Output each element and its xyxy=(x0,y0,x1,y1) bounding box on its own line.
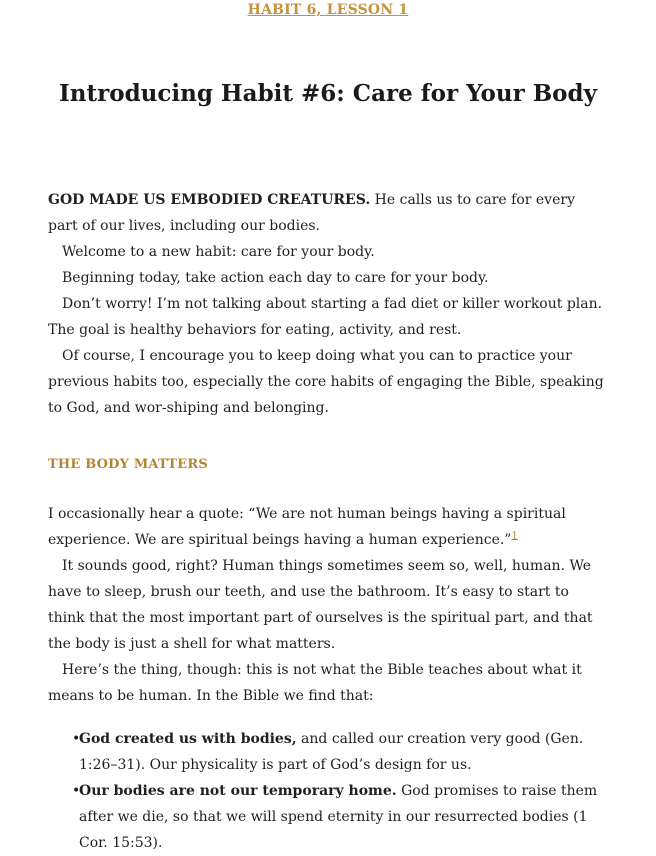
footnote-link[interactable]: 1 xyxy=(511,530,518,542)
body-section xyxy=(48,501,608,709)
bullet-icon: • xyxy=(72,731,81,747)
section-heading: THE BODY MATTERS xyxy=(48,457,208,472)
intro-paragraph xyxy=(48,187,608,239)
paragraph: Here’s the thing, though: this is not what the Bible teaches about what it means to be human. In the Bible we find that: xyxy=(48,662,582,704)
paragraph: Welcome to a new habit: care for your body. xyxy=(62,244,375,260)
bullet-list xyxy=(48,726,608,856)
list-item xyxy=(48,726,608,778)
list-item xyxy=(48,778,608,856)
bullet-bold: God created us with bodies, xyxy=(79,731,297,747)
paragraph: Beginning today, take action each day to care for your body. xyxy=(62,270,489,286)
page-title: Introducing Habit #6: Care for Your Body xyxy=(59,80,597,107)
bullet-text: God promises to raise them after we die, so that we will spend eternity in our resurrected bodies (1 Cor. 15:53). xyxy=(79,783,598,851)
quote-paragraph xyxy=(48,501,608,553)
paragraph: Of course, I encourage you to keep doing what you can to practice your previous habits too, especially the core habits of engaging the Bible, speaking to God, and wor-shiping and belonging. xyxy=(48,348,604,416)
bullet-bold: Our bodies are not our temporary home. xyxy=(79,783,397,799)
quote-text: I occasionally hear a quote: “We are not human beings having a spiritual experience. We are spiritual beings having a human experience.” xyxy=(48,506,566,548)
lead-in: GOD MADE US EMBODIED CREATURES. xyxy=(48,192,371,208)
paragraph: Don’t worry! I’m not talking about starting a fad diet or killer workout plan. The goal is healthy behaviors for eating, activity, and rest. xyxy=(48,296,603,338)
intro-section xyxy=(48,187,608,421)
lesson-kicker: HABIT 6, LESSON 1 xyxy=(247,2,409,18)
paragraph: It sounds good, right? Human things sometimes seem so, well, human. We have to sleep, brush our teeth, and use the bathroom. It’s easy to start to think that the most important part of ourselves is the spiritual part, and that the body is just a shell for what matters. xyxy=(48,558,593,652)
lead-rest: He calls us to care for every part of our lives, including our bodies. xyxy=(48,192,575,234)
bullet-icon: • xyxy=(72,783,81,799)
bullet-text: and called our creation very good (Gen. 1:26–31). Our physicality is part of God’s design for us. xyxy=(79,731,584,773)
